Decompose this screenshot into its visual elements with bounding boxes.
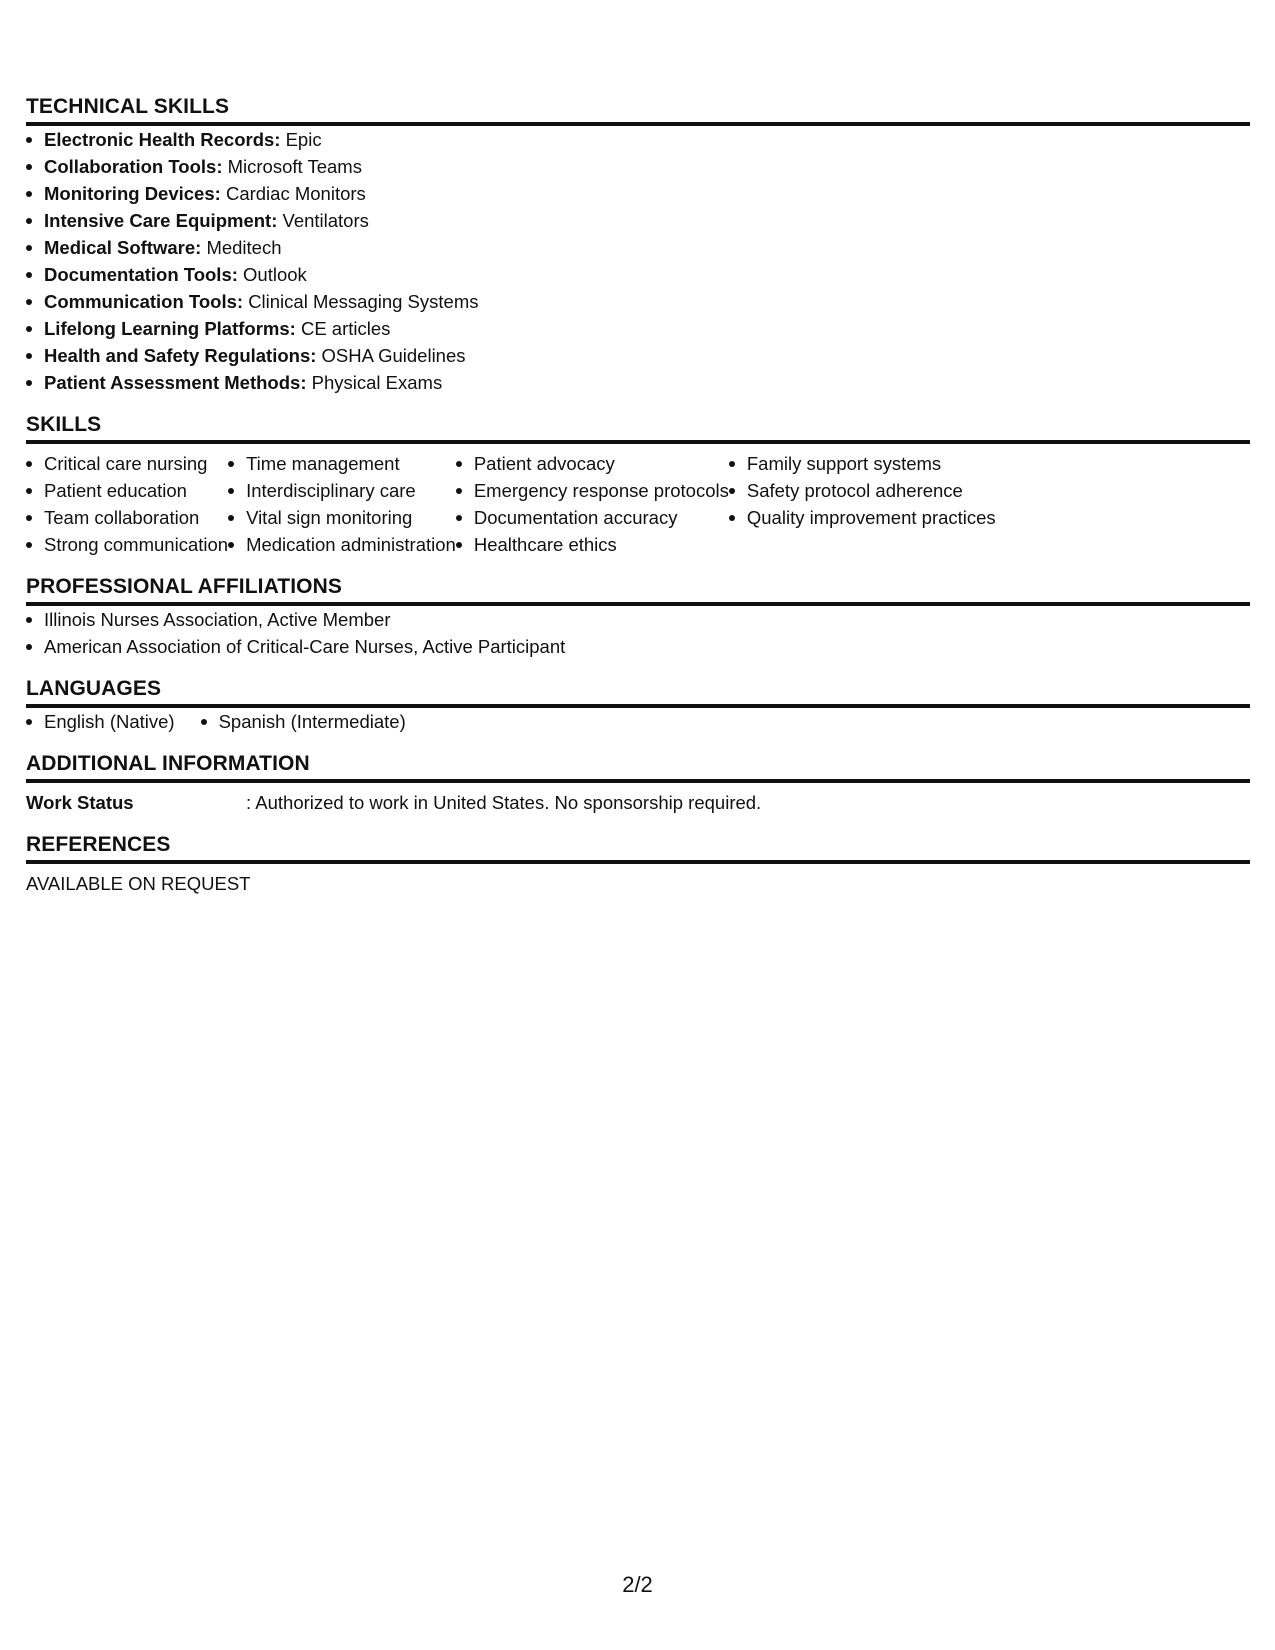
page-number: 2/2 bbox=[622, 1572, 653, 1597]
references-text: AVAILABLE ON REQUEST bbox=[26, 873, 251, 894]
work-status-value: : Authorized to work in United States. No sponsorship required. bbox=[246, 792, 762, 813]
skill-item: Patient advocacy bbox=[456, 450, 729, 477]
language-item: English (Native) bbox=[26, 708, 175, 735]
resume-page bbox=[26, 96, 1250, 915]
technical-skill-item: Lifelong Learning Platforms: CE articles bbox=[26, 315, 1250, 342]
skills-section bbox=[26, 414, 1250, 558]
technical-skills-list bbox=[26, 126, 1250, 396]
skill-item: Critical care nursing bbox=[26, 450, 228, 477]
skills-column-2 bbox=[228, 450, 456, 558]
additional-info-heading: ADDITIONAL INFORMATION bbox=[26, 753, 1250, 783]
technical-skill-item: Patient Assessment Methods: Physical Exams bbox=[26, 369, 1250, 396]
skill-item: Documentation accuracy bbox=[456, 504, 729, 531]
skill-item: Safety protocol adherence bbox=[729, 477, 996, 504]
skill-item: Interdisciplinary care bbox=[228, 477, 456, 504]
technical-skill-item: Health and Safety Regulations: OSHA Guidelines bbox=[26, 342, 1250, 369]
technical-skill-item: Electronic Health Records: Epic bbox=[26, 126, 1250, 153]
skills-heading: SKILLS bbox=[26, 414, 1250, 444]
skill-item: Team collaboration bbox=[26, 504, 228, 531]
skills-column-1 bbox=[26, 450, 228, 558]
languages-list bbox=[26, 708, 1250, 735]
skill-item: Emergency response protocols bbox=[456, 477, 729, 504]
technical-skill-item: Documentation Tools: Outlook bbox=[26, 261, 1250, 288]
skills-grid bbox=[26, 450, 1250, 558]
skills-column-3 bbox=[456, 450, 729, 558]
technical-skill-item: Collaboration Tools: Microsoft Teams bbox=[26, 153, 1250, 180]
references-section bbox=[26, 834, 1250, 897]
affiliation-item: Illinois Nurses Association, Active Member bbox=[26, 606, 1250, 633]
languages-section bbox=[26, 678, 1250, 735]
skill-item: Strong communication bbox=[26, 531, 228, 558]
technical-skill-item: Intensive Care Equipment: Ventilators bbox=[26, 207, 1250, 234]
work-status-row bbox=[26, 789, 1250, 816]
skill-item: Quality improvement practices bbox=[729, 504, 996, 531]
skill-item: Medication administration bbox=[228, 531, 456, 558]
additional-info-section bbox=[26, 753, 1250, 816]
skill-item: Family support systems bbox=[729, 450, 996, 477]
technical-skills-section bbox=[26, 96, 1250, 396]
language-item: Spanish (Intermediate) bbox=[201, 708, 406, 735]
affiliations-section bbox=[26, 576, 1250, 660]
technical-skill-item: Monitoring Devices: Cardiac Monitors bbox=[26, 180, 1250, 207]
skill-item: Healthcare ethics bbox=[456, 531, 729, 558]
technical-skill-item: Communication Tools: Clinical Messaging Systems bbox=[26, 288, 1250, 315]
technical-skills-heading: TECHNICAL SKILLS bbox=[26, 96, 1250, 126]
skills-column-4 bbox=[729, 450, 996, 558]
affiliations-heading: PROFESSIONAL AFFILIATIONS bbox=[26, 576, 1250, 606]
references-heading: REFERENCES bbox=[26, 834, 1250, 864]
languages-heading: LANGUAGES bbox=[26, 678, 1250, 708]
skill-item: Time management bbox=[228, 450, 456, 477]
skill-item: Patient education bbox=[26, 477, 228, 504]
affiliations-list bbox=[26, 606, 1250, 660]
skill-item: Vital sign monitoring bbox=[228, 504, 456, 531]
technical-skill-item: Medical Software: Meditech bbox=[26, 234, 1250, 261]
affiliation-item: American Association of Critical-Care Nurses, Active Participant bbox=[26, 633, 1250, 660]
work-status-label: Work Status bbox=[26, 792, 134, 813]
